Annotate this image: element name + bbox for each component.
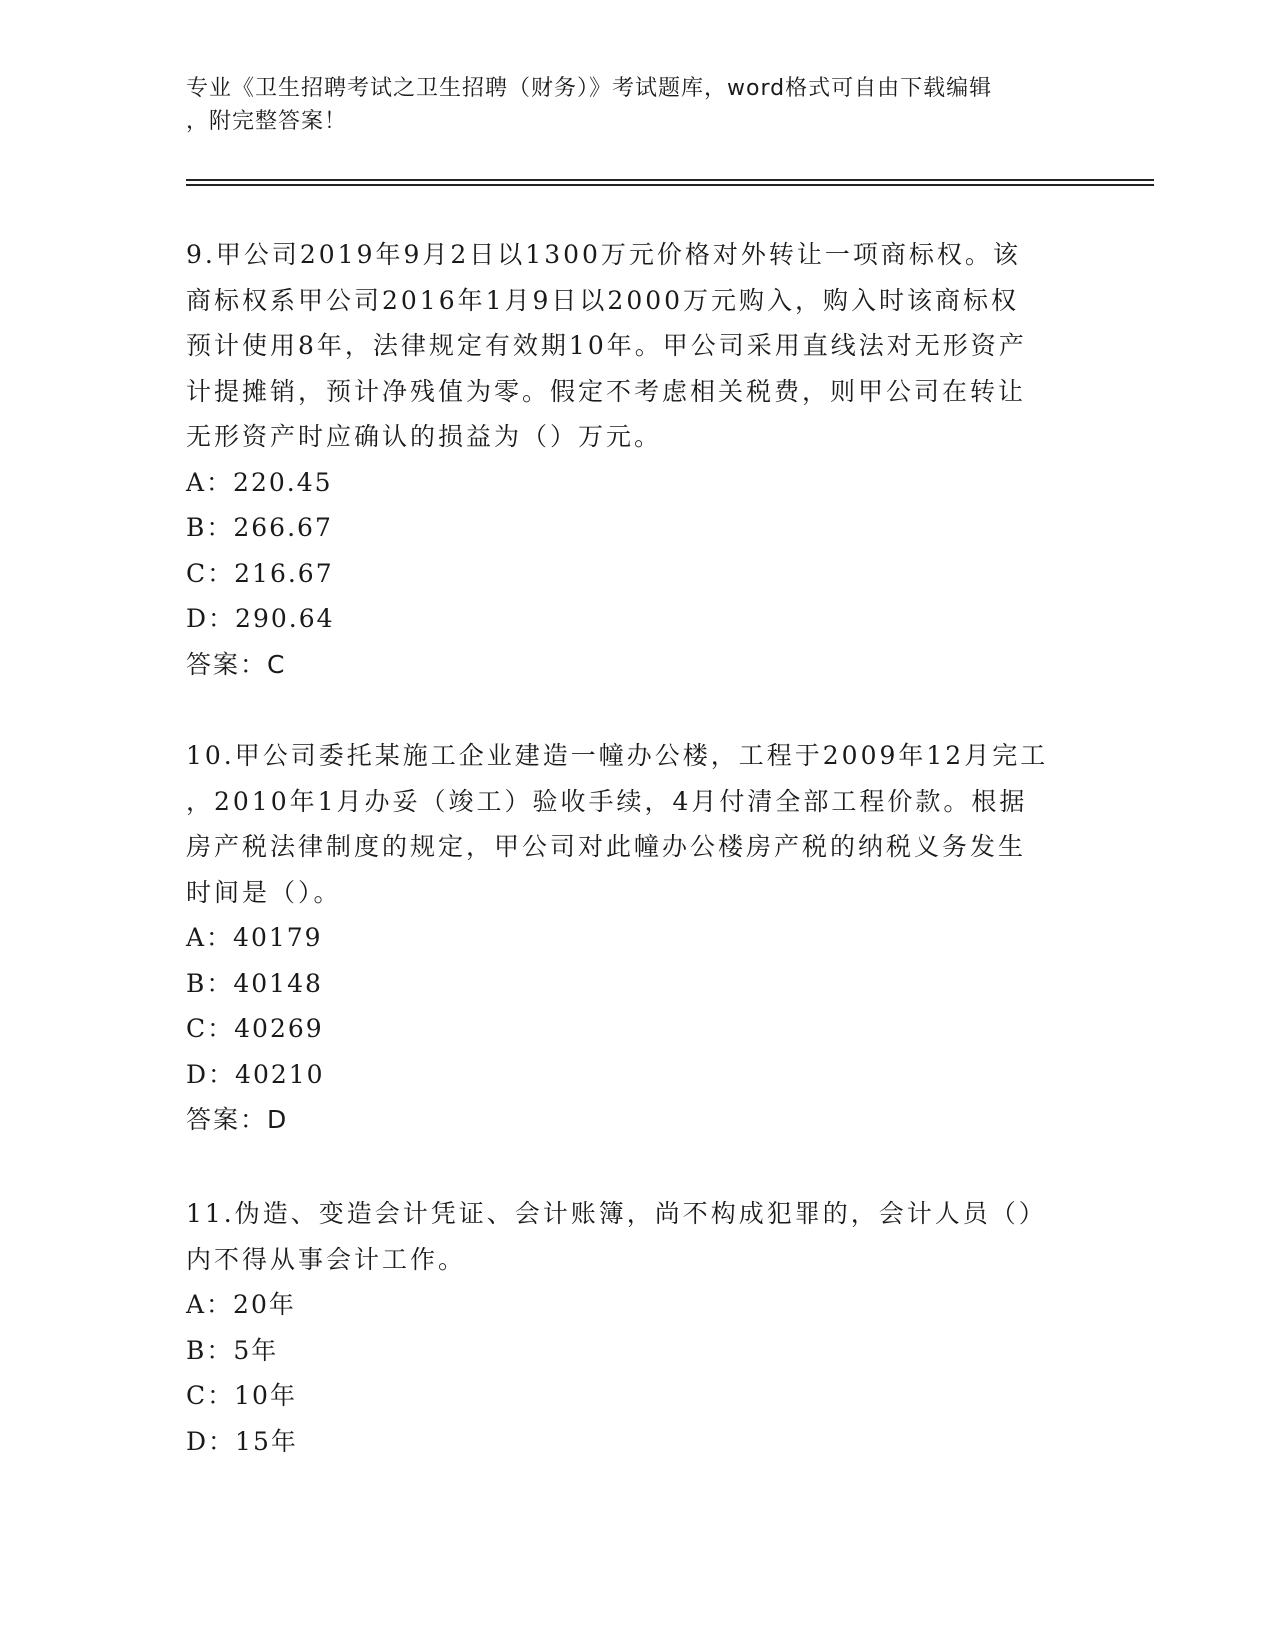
question-9 — [186, 232, 1066, 687]
document-header — [186, 72, 1066, 138]
answer-line: 答案：C — [186, 649, 287, 679]
option-c: C：40269 — [186, 1014, 324, 1043]
header-line-1: 专业《卫生招聘考试之卫生招聘（财务）》考试题库，word格式可自由下载编辑 — [186, 76, 993, 101]
option-b: B：5年 — [186, 1335, 279, 1365]
option-a: A：220.45 — [186, 467, 333, 497]
question-text-line: ，2010年1月办妥（竣工）验收手续，4月付清全部工程价款。根据 — [186, 786, 1028, 816]
question-text-line: 无形资产时应确认的损益为（）万元。 — [186, 422, 663, 451]
question-text-line: 11.伪造、变造会计凭证、会计账簿，尚不构成犯罪的，会计人员（） — [186, 1199, 1047, 1228]
question-text-line: 9.甲公司2019年9月2日以1300万元价格对外转让一项商标权。该 — [186, 240, 1021, 269]
option-d: D：290.64 — [186, 604, 335, 633]
header-rule-top — [186, 179, 1154, 181]
question-text-line: 计提摊销，预计净残值为零。假定不考虑相关税费，则甲公司在转让 — [186, 376, 1027, 406]
option-d: D：15年 — [186, 1426, 298, 1456]
question-11 — [186, 1191, 1066, 1464]
question-10 — [186, 733, 1066, 1143]
option-c: C：10年 — [186, 1381, 297, 1410]
header-rule-bottom — [186, 184, 1154, 186]
option-c: C：216.67 — [186, 558, 334, 588]
question-text-line: 10.甲公司委托某施工企业建造一幢办公楼，工程于2009年12月完工 — [186, 741, 1049, 770]
option-a: A：40179 — [186, 923, 323, 952]
option-b: B：266.67 — [186, 513, 333, 542]
question-text-line: 内不得从事会计工作。 — [186, 1244, 467, 1274]
option-b: B：40148 — [186, 968, 323, 998]
question-text-line: 房产税法律制度的规定，甲公司对此幢办公楼房产税的纳税义务发生 — [186, 832, 1027, 861]
question-text-line: 预计使用8年，法律规定有效期10年。甲公司采用直线法对无形资产 — [186, 331, 1027, 360]
option-d: D：40210 — [186, 1059, 325, 1089]
question-text-line: 时间是（）。 — [186, 877, 342, 907]
answer-line: 答案：D — [186, 1105, 289, 1134]
option-a: A：20年 — [186, 1290, 296, 1319]
question-text-line: 商标权系甲公司2016年1月9日以2000万元购入，购入时该商标权 — [186, 285, 1020, 315]
header-line-2: ，附完整答案！ — [186, 109, 348, 134]
